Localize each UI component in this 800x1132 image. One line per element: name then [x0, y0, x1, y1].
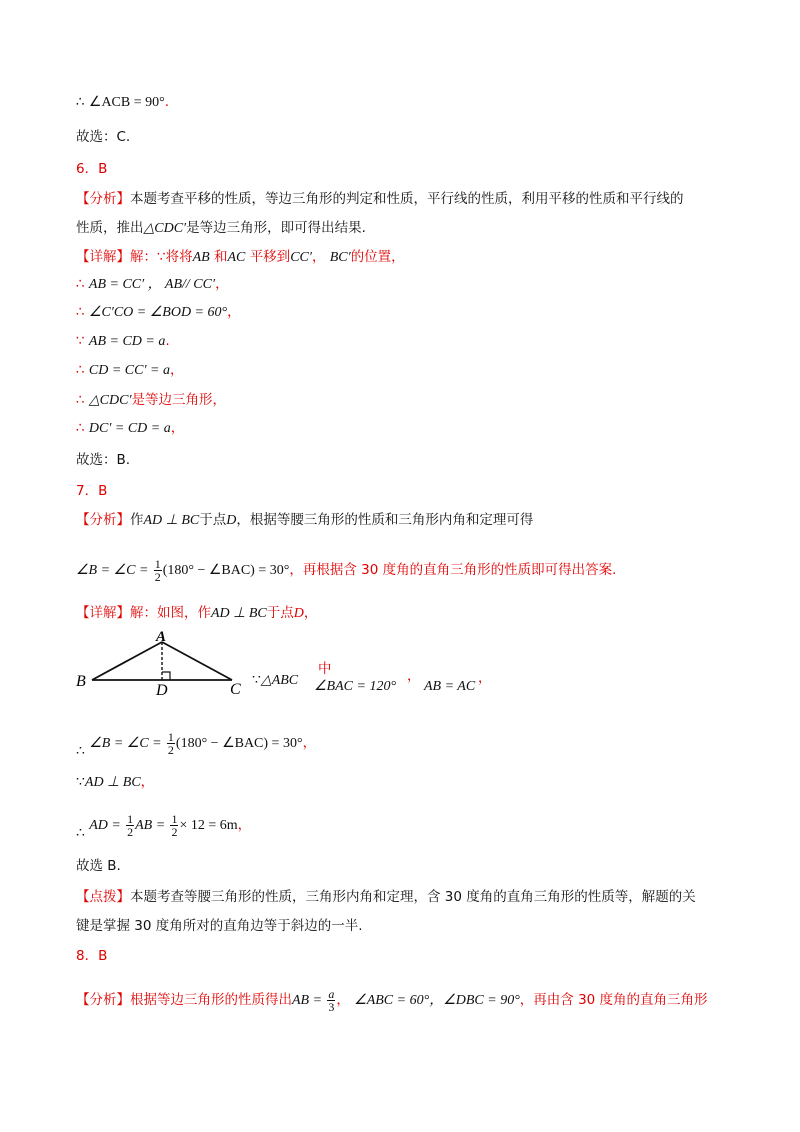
tip-text: 本题考查等腰三角形的性质，三角形内角和定理，含 30 度角的直角三角形的性质等，解题的关	[130, 889, 696, 905]
punctuation: ，	[237, 817, 252, 833]
fraction-denominator: 3	[328, 999, 335, 1014]
math-expression: AB =	[135, 818, 166, 833]
q7-detail-formula-3	[76, 810, 251, 849]
q6-step-6	[76, 418, 184, 439]
text: 解：∵将将	[130, 249, 193, 265]
figure-angle-text	[314, 678, 396, 695]
q7-tip-line-1	[76, 887, 696, 907]
answer-choice-q6: 故选：B.	[76, 452, 131, 468]
therefore-symbol: ∴	[76, 420, 85, 436]
figure-equality-text	[424, 678, 475, 695]
text: 平移到	[249, 249, 291, 265]
question-8-heading: 8．B	[76, 948, 108, 964]
because-symbol: ∵	[76, 333, 85, 349]
tip-tag: 【点拨】	[76, 889, 130, 905]
fraction-denominator: 2	[127, 824, 134, 839]
punctuation: ，	[336, 992, 350, 1008]
because-symbol: ∵	[252, 673, 261, 688]
math-expression: △CDC′	[143, 221, 187, 236]
fraction-numerator: 1	[154, 556, 161, 571]
q7-detail-formula-2	[76, 772, 154, 793]
math-expression: △CDC′	[88, 393, 132, 408]
math-expression: AB =	[292, 993, 323, 1008]
line-1	[76, 92, 169, 113]
figure-side-text	[252, 672, 298, 689]
q6-step-3	[76, 331, 170, 352]
text: 根据等边三角形的性质得出	[130, 992, 292, 1008]
text: 解：如图，作	[130, 605, 211, 621]
q7-detail-formula-1	[76, 728, 316, 767]
punctuation: ，	[215, 276, 229, 292]
therefore-symbol: ∴	[76, 276, 85, 292]
math-expression: (180° − ∠BAC) = 30°	[162, 563, 290, 578]
analysis-text: 本题考查平移的性质，等边三角形的判定和性质，平行线的性质，利用平移的性质和平行线的	[130, 191, 684, 207]
text: ，再由含 30 度角的直角三角形	[519, 992, 708, 1008]
q7-tip-line-2: 键是掌握 30 度角所对的直角边等于斜边的一半.	[76, 918, 363, 934]
q7-analysis-line	[76, 510, 533, 531]
math-expression: ∠B = ∠C =	[76, 563, 149, 578]
math-expression: AB = AC	[424, 679, 476, 694]
q7-formula-line	[76, 555, 616, 586]
point-label: D	[293, 606, 304, 621]
text: 性质，推出	[76, 220, 144, 236]
math-expression: AD =	[89, 818, 121, 833]
math-expression: AB	[192, 250, 210, 265]
math-expression: AD ⊥ BC	[84, 775, 141, 790]
q8-analysis-line	[76, 985, 708, 1016]
text: 的位置，	[350, 249, 405, 265]
punctuation: ，	[140, 774, 155, 790]
math-expression: AD ⊥ BC	[143, 513, 200, 528]
right-angle-mark	[162, 672, 170, 680]
fraction-denominator: 2	[154, 569, 161, 584]
therefore-symbol: ∴	[76, 392, 85, 408]
text: 是等边三角形，即可得出结果.	[186, 220, 366, 236]
text: 于点	[199, 512, 227, 528]
fraction-one-half	[126, 813, 134, 838]
math-expression: × 12 = 6m	[179, 818, 238, 833]
text: ，	[303, 605, 318, 621]
therefore-symbol: ∴	[76, 362, 85, 378]
therefore-symbol: ∴	[76, 94, 85, 110]
math-expression: CD = CC′ = a	[88, 363, 170, 378]
text: 作	[130, 512, 144, 528]
text: ，	[311, 249, 326, 265]
label-c: C	[230, 681, 241, 698]
fraction-numerator: 1	[167, 729, 174, 744]
q7-detail-line	[76, 603, 317, 624]
question-7-heading: 7．B	[76, 483, 108, 499]
math-expression: (180° − ∠BAC) = 30°	[175, 736, 303, 751]
math-expression: AB = CD = a	[88, 334, 166, 349]
fraction-a-over-3	[327, 988, 335, 1013]
text: 于点	[266, 605, 294, 621]
math-expression: ∠C′CO = ∠BOD = 60°	[88, 305, 228, 320]
therefore-symbol: ∴	[76, 826, 85, 841]
math-expression: ∠ACB = 90°	[88, 95, 165, 110]
math-expression: △ABC	[260, 673, 299, 688]
fraction-denominator: 2	[171, 824, 178, 839]
q6-detail-line	[76, 247, 405, 268]
label-a: A	[156, 629, 167, 645]
q6-step-1	[76, 274, 229, 295]
text: ，根据等腰三角形的性质和三角形内角和定理可得	[236, 512, 534, 528]
text: ，再根据含 30 度角的直角三角形的性质即可得出答案.	[289, 562, 617, 578]
punctuation: ，	[169, 362, 184, 378]
fraction-numerator: 1	[127, 811, 134, 826]
fraction-numerator: 1	[171, 811, 178, 826]
because-symbol: ∵	[76, 775, 85, 790]
therefore-symbol: ∴	[76, 304, 85, 320]
zhong-text: 中	[318, 661, 332, 677]
fraction-one-half	[154, 558, 162, 583]
fraction-one-half	[167, 731, 175, 756]
fraction-one-half	[170, 813, 178, 838]
punctuation: ，	[478, 670, 492, 686]
text: 和	[214, 249, 228, 265]
q6-analysis-line-1	[76, 189, 684, 209]
math-expression: ∠ABC = 60°，∠DBC = 90°	[354, 993, 520, 1008]
fraction-denominator: 2	[167, 742, 174, 757]
punctuation: .	[165, 333, 170, 349]
analysis-tag: 【分析】	[76, 512, 130, 528]
math-expression: BC′	[329, 250, 351, 265]
math-expression: AB = CC′ ， AB// CC′	[88, 277, 216, 292]
triangle-figure	[70, 628, 250, 700]
punctuation: .	[164, 94, 170, 110]
q6-step-5	[76, 390, 226, 411]
side-ac	[162, 642, 232, 680]
punctuation: ，	[170, 420, 185, 436]
math-expression: ∠BAC = 120°	[314, 679, 397, 694]
fraction-numerator: a	[328, 986, 335, 1001]
q6-analysis-line-2	[76, 218, 366, 239]
math-expression: DC′ = CD = a	[88, 421, 171, 436]
answer-choice-q7: 故选 B.	[76, 858, 121, 874]
analysis-tag: 【分析】	[76, 191, 130, 207]
punctuation: ，	[407, 668, 421, 684]
math-expression: AD ⊥ BC	[211, 606, 267, 621]
label-b: B	[76, 673, 86, 690]
math-expression: CC′	[290, 250, 312, 265]
math-expression: ∠B = ∠C =	[89, 736, 162, 751]
detail-tag: 【详解】	[76, 605, 130, 621]
label-d: D	[156, 682, 168, 699]
q6-step-4	[76, 360, 183, 381]
side-ab	[92, 642, 162, 680]
punctuation: ，	[302, 735, 317, 751]
q6-step-2	[76, 302, 241, 323]
analysis-tag: 【分析】	[76, 992, 130, 1008]
text: 是等边三角形，	[131, 392, 227, 408]
math-expression: AC	[227, 250, 246, 265]
question-6-heading: 6．B	[76, 161, 108, 177]
answer-choice-q5: 故选：C.	[76, 129, 131, 145]
point-label: D	[226, 513, 237, 528]
punctuation: ，	[227, 304, 241, 320]
detail-tag: 【详解】	[76, 249, 130, 265]
therefore-symbol: ∴	[76, 744, 85, 759]
